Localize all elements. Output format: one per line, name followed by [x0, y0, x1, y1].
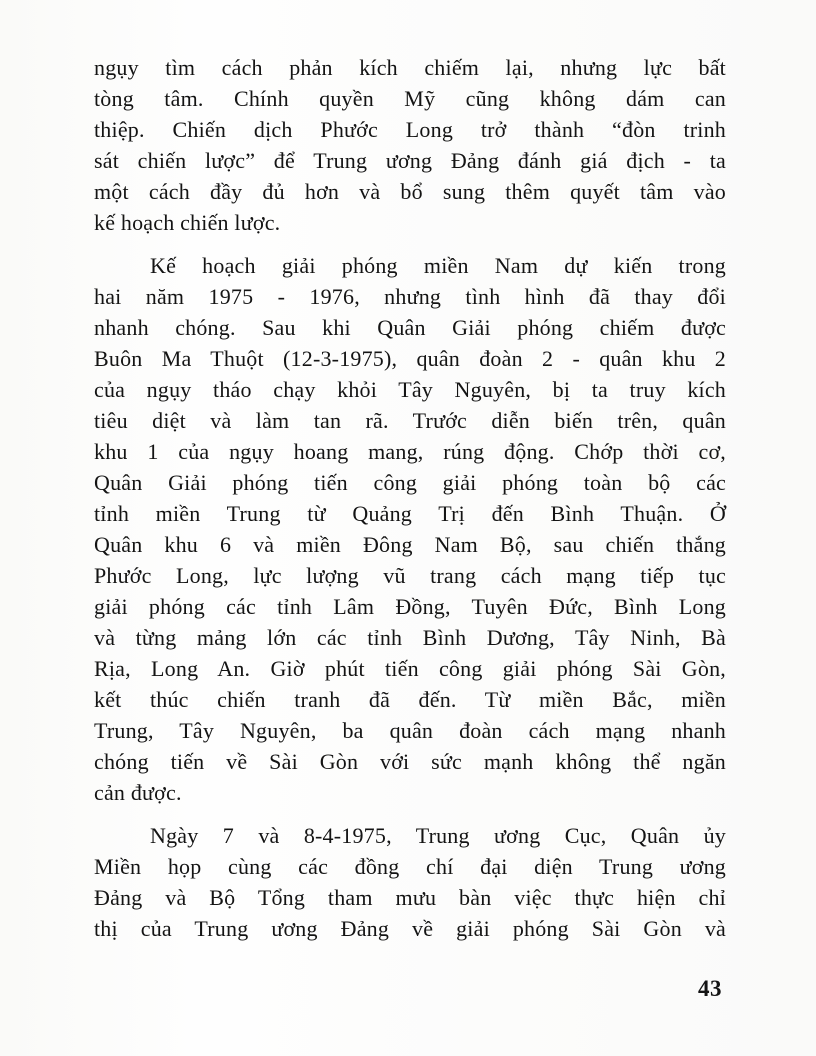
paragraph — [94, 52, 726, 238]
text-line: Rịa, Long An. Giờ phút tiến công giải phóng Sài Gòn, — [94, 656, 726, 681]
text-line: tiêu diệt và làm tan rã. Trước diễn biến trên, quân — [94, 408, 726, 433]
text-line: Kế hoạch giải phóng miền Nam dự kiến trong — [150, 253, 726, 278]
text-line: Miền họp cùng các đồng chí đại diện Trung ương — [94, 854, 726, 879]
text-line: nhanh chóng. Sau khi Quân Giải phóng chiếm được — [94, 315, 726, 340]
text-line: chóng tiến về Sài Gòn với sức mạnh không thể ngăn — [94, 749, 726, 774]
text-line: một cách đầy đủ hơn và bổ sung thêm quyết tâm vào — [94, 179, 726, 204]
paragraph — [94, 250, 726, 808]
text-line: Trung, Tây Nguyên, ba quân đoàn cách mạng nhanh — [94, 718, 726, 743]
text-block — [94, 52, 726, 944]
text-line: giải phóng các tỉnh Lâm Đồng, Tuyên Đức, Bình Long — [94, 594, 726, 619]
text-line: kế hoạch chiến lược. — [94, 210, 281, 235]
text-line: thị của Trung ương Đảng về giải phóng Sài Gòn và — [94, 916, 726, 941]
text-line: khu 1 của ngụy hoang mang, rúng động. Chớp thời cơ, — [94, 439, 726, 464]
text-line: thiệp. Chiến dịch Phước Long trở thành “đòn trinh — [94, 117, 726, 142]
text-line: sát chiến lược” để Trung ương Đảng đánh giá địch - ta — [94, 148, 726, 173]
text-line: Buôn Ma Thuột (12-3-1975), quân đoàn 2 - quân khu 2 — [94, 346, 726, 371]
paragraph — [94, 820, 726, 944]
text-line: Quân khu 6 và miền Đông Nam Bộ, sau chiến thắng — [94, 532, 726, 557]
text-line: cản được. — [94, 780, 182, 805]
text-line: hai năm 1975 - 1976, nhưng tình hình đã thay đổi — [94, 284, 726, 309]
text-line: tòng tâm. Chính quyền Mỹ cũng không dám can — [94, 86, 726, 111]
text-line: Quân Giải phóng tiến công giải phóng toàn bộ các — [94, 470, 726, 495]
text-line: ngụy tìm cách phản kích chiếm lại, nhưng lực bất — [94, 55, 726, 80]
text-line: Ngày 7 và 8-4-1975, Trung ương Cục, Quân ủy — [150, 823, 726, 848]
text-line: kết thúc chiến tranh đã đến. Từ miền Bắc, miền — [94, 687, 726, 712]
text-line: và từng mảng lớn các tỉnh Bình Dương, Tây Ninh, Bà — [94, 625, 726, 650]
text-line: tỉnh miền Trung từ Quảng Trị đến Bình Thuận. Ở — [94, 501, 726, 526]
page-number: 43 — [698, 976, 722, 1001]
text-line: Phước Long, lực lượng vũ trang cách mạng tiếp tục — [94, 563, 726, 588]
text-line: của ngụy tháo chạy khỏi Tây Nguyên, bị ta truy kích — [94, 377, 726, 402]
text-line: Đảng và Bộ Tổng tham mưu bàn việc thực hiện chỉ — [94, 885, 726, 910]
